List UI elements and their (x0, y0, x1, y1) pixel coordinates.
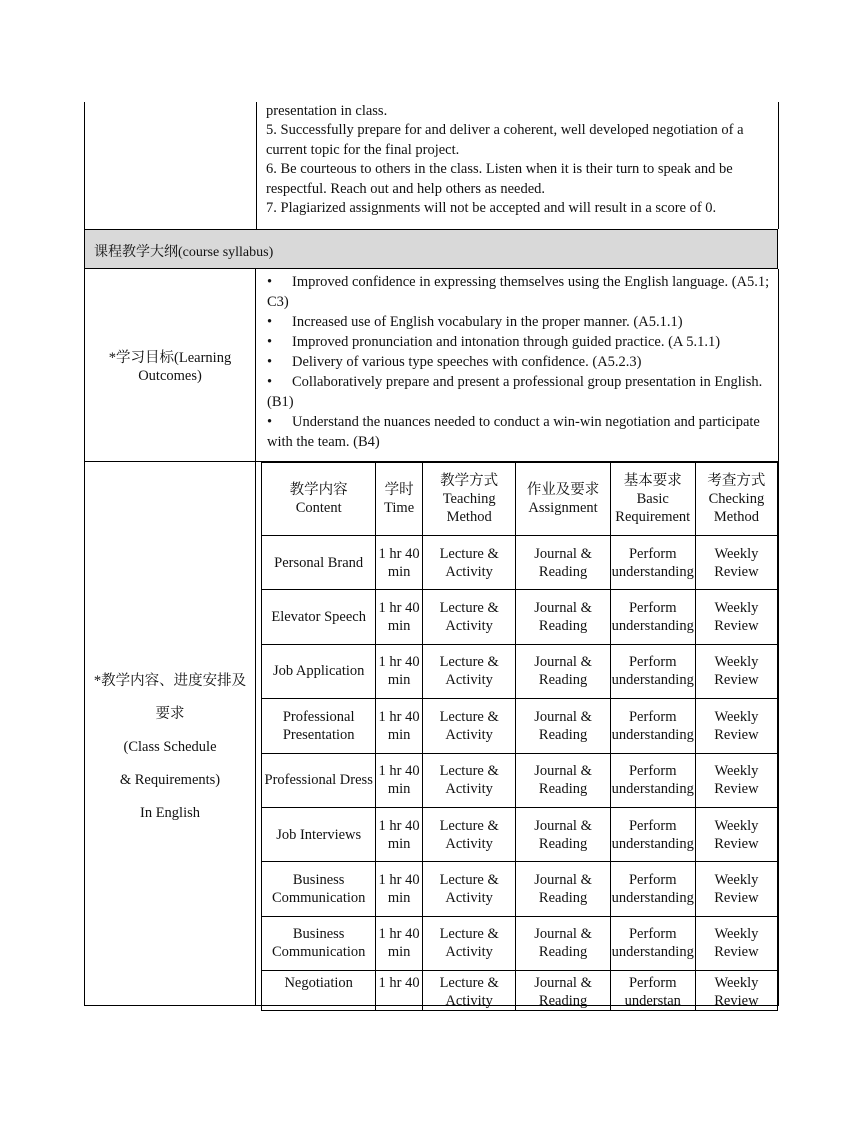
table-row (262, 699, 778, 753)
table-row (262, 590, 778, 644)
schedule-label-line: In English (139, 805, 200, 821)
table-cell-checking: Weekly Review (695, 699, 777, 753)
table-cell-assignment: Journal & Reading (516, 590, 610, 644)
table-cell-time: 1 hr 40 (376, 971, 423, 1011)
table-cell-time: 1 hr 40 min (376, 916, 423, 970)
schedule-label (85, 665, 255, 830)
table-cell-assignment: Journal & Reading (516, 862, 610, 916)
table-cell-time: 1 hr 40 min (376, 807, 423, 861)
table-cell-time: 1 hr 40 min (376, 753, 423, 807)
table-row (262, 536, 778, 590)
schedule-content-cell (256, 462, 779, 1010)
learning-outcomes-label (85, 349, 255, 385)
table-cell-content: Business Communication (262, 916, 376, 970)
table-cell-checking: Weekly Review (695, 862, 777, 916)
header-checking-method: 考查方式 Checking Method (695, 463, 777, 536)
table-cell-method: Lecture & Activity (422, 753, 516, 807)
learning-outcome-text: Understand the nuances needed to conduct a win-win negotiation and participate with the team. (B4) (267, 414, 760, 450)
table-cell-assignment: Journal & Reading (516, 916, 610, 970)
table-cell-method: Lecture & Activity (422, 590, 516, 644)
learning-outcome-text: Increased use of English vocabulary in the proper manner. (A5.1.1) (292, 314, 683, 330)
table-cell-assignment: Journal & Reading (516, 753, 610, 807)
table-row (262, 916, 778, 970)
table-cell-method: Lecture & Activity (422, 971, 516, 1011)
table-cell-content: Personal Brand (262, 536, 376, 590)
header-assignment: 作业及要求 Assignment (516, 463, 610, 536)
bullet-icon: • (267, 374, 273, 390)
table-cell-checking: Weekly Review (695, 644, 777, 698)
continuation-right-cell (256, 102, 779, 229)
table-cell-checking: Weekly Review (695, 590, 777, 644)
schedule-label-cell (84, 462, 256, 1006)
table-row (262, 862, 778, 916)
header-time: 学时 Time (376, 463, 423, 536)
learning-outcome-text: Improved pronunciation and intonation through guided practice. (A 5.1.1) (292, 334, 721, 350)
schedule-label-line: (Class Schedule (123, 739, 217, 755)
table-cell-time: 1 hr 40 min (376, 699, 423, 753)
learning-outcomes-label-line: *学习目标(Learning (108, 350, 232, 366)
learning-outcomes-list (267, 272, 771, 452)
learning-outcome-item (267, 312, 771, 332)
table-row (262, 753, 778, 807)
table-cell-content: Professional Dress (262, 753, 376, 807)
table-row (262, 644, 778, 698)
table-cell-requirement: Perform understanding (610, 536, 695, 590)
table-cell-requirement: Perform understanding (610, 590, 695, 644)
table-row (262, 807, 778, 861)
continuation-left-cell (84, 102, 257, 229)
table-cell-time: 1 hr 40 min (376, 644, 423, 698)
bullet-icon: • (267, 414, 273, 430)
table-cell-method: Lecture & Activity (422, 644, 516, 698)
table-cell-assignment: Journal & Reading (516, 699, 610, 753)
table-cell-requirement: Perform understanding (610, 699, 695, 753)
table-cell-time: 1 hr 40 min (376, 536, 423, 590)
continuation-line: 5. Successfully prepare for and deliver a coherent, well developed negotiation of a current topic for the final project. (266, 122, 744, 158)
table-cell-checking: Weekly Review (695, 536, 777, 590)
continuation-text (266, 102, 768, 218)
learning-outcomes-content-cell (256, 269, 779, 462)
table-cell-requirement: Perform understan (610, 971, 695, 1011)
learning-outcome-text: Collaboratively prepare and present a professional group presentation in English. (B1) (267, 374, 763, 410)
learning-outcome-item (267, 272, 771, 312)
table-cell-method: Lecture & Activity (422, 916, 516, 970)
table-cell-method: Lecture & Activity (422, 699, 516, 753)
table-cell-content: Job Application (262, 644, 376, 698)
syllabus-header-row (84, 229, 778, 269)
table-cell-assignment: Journal & Reading (516, 971, 610, 1011)
header-teaching-method: 教学方式 Teaching Method (422, 463, 516, 536)
table-cell-method: Lecture & Activity (422, 536, 516, 590)
continuation-line: presentation in class. (266, 103, 388, 119)
table-cell-method: Lecture & Activity (422, 862, 516, 916)
schedule-table (261, 462, 778, 1011)
continuation-line: 7. Plagiarized assignments will not be accepted and will result in a score of 0. (266, 200, 717, 217)
table-cell-assignment: Journal & Reading (516, 807, 610, 861)
header-basic-requirement: 基本要求 Basic Requirement (610, 463, 695, 536)
table-cell-assignment: Journal & Reading (516, 536, 610, 590)
learning-outcome-item (267, 412, 771, 452)
table-cell-checking: Weekly Review (695, 753, 777, 807)
header-content: 教学内容 Content (262, 463, 376, 536)
bullet-icon: • (267, 354, 273, 370)
syllabus-header-title: 课程教学大纲(course syllabus) (94, 245, 274, 260)
learning-outcomes-label-cell (84, 269, 256, 462)
bullet-icon: • (267, 314, 273, 330)
table-cell-time: 1 hr 40 min (376, 862, 423, 916)
table-cell-content: Professional Presentation (262, 699, 376, 753)
table-cell-checking: Weekly Review (695, 916, 777, 970)
schedule-header-row (262, 463, 778, 536)
table-cell-checking: Weekly Review (695, 807, 777, 861)
table-cell-content: Job Interviews (262, 807, 376, 861)
table-cell-method: Lecture & Activity (422, 807, 516, 861)
table-cell-content: Negotiation (262, 971, 376, 1011)
learning-outcome-item (267, 372, 771, 412)
schedule-label-line: 要求 (155, 706, 185, 722)
table-cell-time: 1 hr 40 min (376, 590, 423, 644)
bullet-icon: • (267, 274, 273, 290)
table-cell-content: Business Communication (262, 862, 376, 916)
table-row (262, 971, 778, 1011)
table-cell-content: Elevator Speech (262, 590, 376, 644)
bullet-icon: • (267, 334, 273, 350)
table-cell-requirement: Perform understanding (610, 753, 695, 807)
schedule-label-line: & Requirements) (119, 772, 221, 788)
learning-outcome-item (267, 352, 771, 372)
table-cell-requirement: Perform understanding (610, 807, 695, 861)
table-cell-requirement: Perform understanding (610, 644, 695, 698)
learning-outcome-text: Delivery of various type speeches with confidence. (A5.2.3) (292, 354, 642, 370)
continuation-line: 6. Be courteous to others in the class. Listen when it is their turn to speak and be respectful. Reach out and help others as needed. (266, 161, 733, 197)
learning-outcomes-label-line: Outcomes) (138, 368, 202, 384)
learning-outcome-item (267, 332, 771, 352)
schedule-label-line: *教学内容、进度安排及 (93, 673, 247, 689)
table-cell-requirement: Perform understanding (610, 862, 695, 916)
table-cell-requirement: Perform understanding (610, 916, 695, 970)
table-cell-checking: Weekly Review (695, 971, 777, 1011)
learning-outcome-text: Improved confidence in expressing themselves using the English language. (A5.1; C3) (267, 274, 770, 310)
table-cell-assignment: Journal & Reading (516, 644, 610, 698)
